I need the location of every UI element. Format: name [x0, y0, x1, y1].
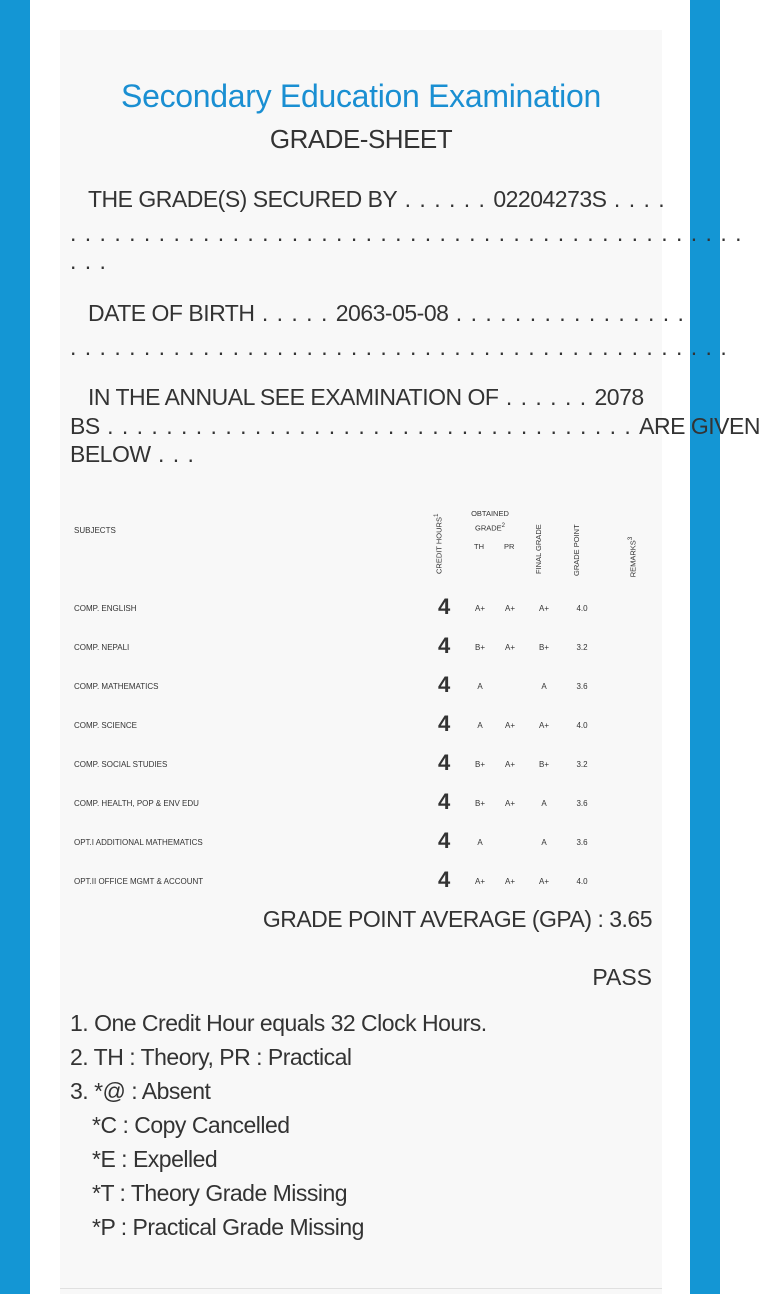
footnote-item: 2. TH : Theory, PR : Practical [70, 1044, 352, 1070]
divider [60, 1288, 662, 1289]
grade-point-header: GRADE POINT [572, 524, 581, 576]
obtained-grade-header: OBTAINED GRADE$^2$ [471, 509, 509, 533]
footnote-item: *C : Copy Cancelled [92, 1112, 290, 1138]
credit-hours-header: CREDIT HOURS$^1$ [433, 513, 444, 574]
table-row: OPT.I ADDITIONAL MATHEMATICS 4 A A 3.6 [74, 828, 588, 853]
grade-sheet [60, 30, 760, 1294]
footnote-item: *T : Theory Grade Missing [92, 1180, 348, 1206]
table-row: COMP. HEALTH, POP & ENV EDU 4 B+ A+ A 3.6 [74, 789, 588, 814]
dotted-line: . . . . . . . . . . . . . . . . . . . . . . . . . . . . . . . . . . . . . . . . . . . . . . [70, 220, 743, 246]
table-row: COMP. SCIENCE 4 A A+ A+ 4.0 [74, 711, 588, 736]
footnotes [70, 1006, 487, 1244]
result-status: PASS [592, 964, 652, 990]
dotted-line: . . . [70, 248, 107, 274]
footnote-item: 1. One Credit Hour equals 32 Clock Hours. [70, 1010, 487, 1036]
table-row: COMP. NEPALI 4 B+ A+ B+ 3.2 [74, 633, 588, 658]
remarks-header: REMARKS$^3$ [627, 536, 638, 578]
secured-by-label: THE GRADE(S) SECURED BY [88, 186, 398, 212]
dob-value: 2063-05-08 [335, 300, 449, 326]
dotted-line: . . . . . . . . . . . . . . . . . . . . . . . . . . . . . . . . . . . . . . . . . . . . . [70, 334, 728, 360]
secured-by-line: THE GRADE(S) SECURED BY . . . . . . 02204273S . . . . [88, 186, 666, 212]
right-border [690, 0, 720, 1294]
dob-label: DATE OF BIRTH [88, 300, 255, 326]
exam-line-3: BELOW . . . [70, 441, 195, 467]
exam-title: Secondary Education Examination [121, 78, 601, 114]
exam-year: 2078 [594, 384, 644, 410]
footnote-item: *E : Expelled [92, 1146, 218, 1172]
symbol-number: 02204273S [493, 186, 607, 212]
gpa-summary: GRADE POINT AVERAGE (GPA) : 3.65 [262, 906, 652, 932]
footnote-item: 3. *@ : Absent [70, 1078, 211, 1104]
table-row: COMP. ENGLISH 4 A+ A+ A+ 4.0 [74, 594, 588, 619]
table-row: COMP. MATHEMATICS 4 A A 3.6 [74, 672, 588, 697]
table-row: COMP. SOCIAL STUDIES 4 B+ A+ B+ 3.2 [74, 750, 588, 775]
left-border [0, 0, 30, 1294]
sheet-subtitle: GRADE-SHEET [269, 124, 453, 154]
subjects-header: SUBJECTS [74, 526, 116, 535]
pr-header: PR [504, 542, 515, 551]
dob-line: DATE OF BIRTH . . . . . 2063-05-08 . . . . . . . . . . . . . . . . [88, 300, 685, 326]
exam-line-2: BS . . . . . . . . . . . . . . . . . . . . . . . . . . . . . . . . . . . . ARE GIVEN [70, 413, 760, 439]
footnote-item: *P : Practical Grade Missing [92, 1214, 364, 1240]
final-grade-header: FINAL GRADE [534, 524, 543, 574]
th-header: TH [474, 542, 484, 551]
table-row: OPT.II OFFICE MGMT & ACCOUNT 4 A+ A+ A+ 4.0 [74, 867, 588, 892]
exam-line-1: IN THE ANNUAL SEE EXAMINATION OF . . . . . . 2078 [88, 384, 644, 410]
